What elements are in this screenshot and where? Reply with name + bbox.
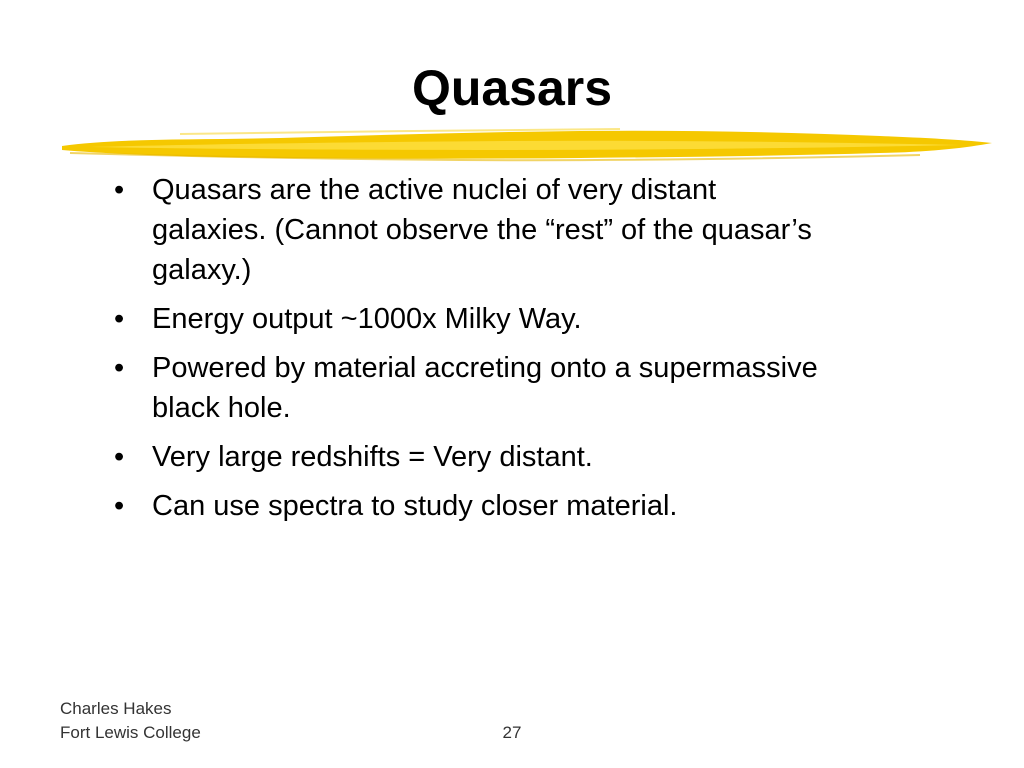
- bullet-text: Quasars are the active nuclei of very distant galaxies. (Cannot observe the “rest” of the quasar’s galaxy.): [152, 174, 812, 286]
- bullet-item: [110, 170, 830, 290]
- bullet-item: [110, 299, 830, 339]
- bullet-dot: •: [114, 174, 125, 206]
- bullet-dot: •: [114, 490, 125, 522]
- bullet-dot: •: [114, 441, 125, 473]
- bullet-text: Very large redshifts = Very distant.: [152, 441, 593, 473]
- bullet-text: Powered by material accreting onto a supermassive black hole.: [152, 352, 818, 424]
- bullet-list: [110, 170, 830, 535]
- bullet-text: Energy output ~1000x Milky Way.: [152, 303, 582, 335]
- bullet-item: [110, 486, 830, 526]
- bullet-dot: •: [114, 303, 125, 335]
- bullet-text: Can use spectra to study closer material.: [152, 490, 678, 522]
- footer-institution: Fort Lewis College: [60, 723, 201, 742]
- page-number: 27: [502, 723, 522, 742]
- slide-title: Quasars: [411, 60, 613, 116]
- footer-author-block: [60, 697, 201, 745]
- bullet-dot: •: [114, 352, 125, 384]
- footer-author-name: Charles Hakes: [60, 699, 172, 718]
- bullet-item: [110, 348, 830, 428]
- title-underline-brushstroke: [60, 126, 995, 168]
- bullet-item: [110, 437, 830, 477]
